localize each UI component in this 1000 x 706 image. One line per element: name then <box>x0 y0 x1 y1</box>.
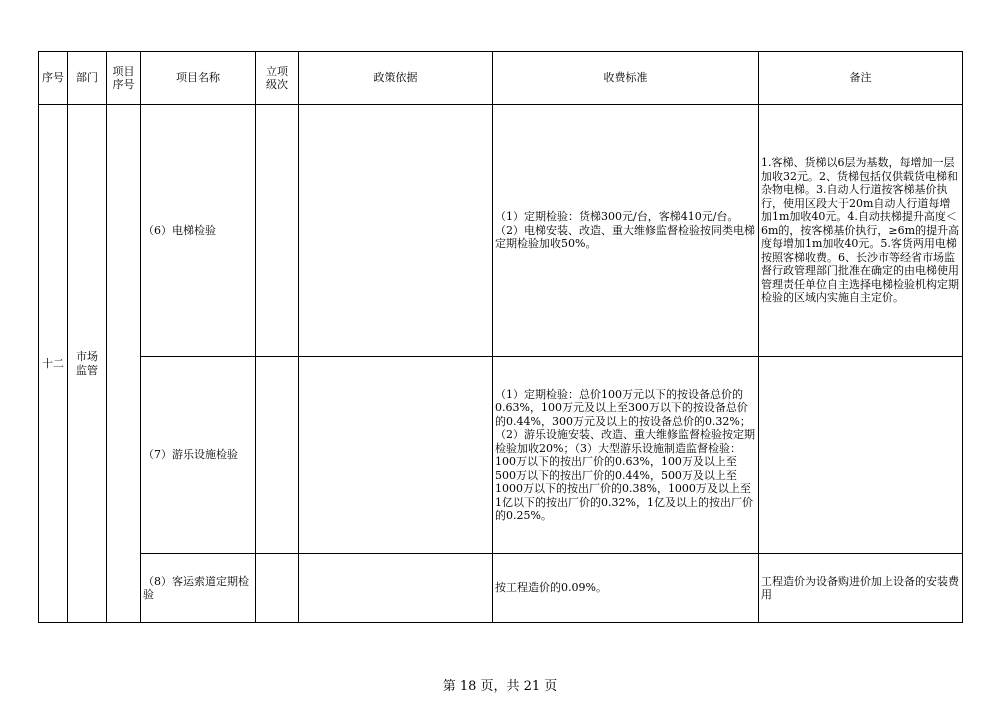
policy-cell <box>299 357 493 554</box>
header-item-name: 项目名称 <box>141 52 256 105</box>
level-cell <box>256 357 299 554</box>
item-seq-cell <box>107 105 141 623</box>
remarks-cell: 工程造价为设备购进价加上设备的安装费用 <box>759 554 963 623</box>
header-policy: 政策依据 <box>299 52 493 105</box>
policy-cell <box>299 554 493 623</box>
group-seq-cell: 十二 <box>39 105 68 623</box>
item-name-cell: （7）游乐设施检验 <box>141 357 256 554</box>
header-standard: 收费标准 <box>493 52 759 105</box>
item-name-cell: （6）电梯检验 <box>141 105 256 357</box>
policy-cell <box>299 105 493 357</box>
remarks-cell <box>759 357 963 554</box>
header-dept: 部门 <box>68 52 107 105</box>
table-row <box>39 357 963 554</box>
header-seq: 序号 <box>39 52 68 105</box>
header-row <box>39 52 963 105</box>
table-row <box>39 105 963 357</box>
level-cell <box>256 105 299 357</box>
group-dept-cell: 市场 监管 <box>68 105 107 623</box>
table-row <box>39 554 963 623</box>
header-item-seq: 项目 序号 <box>107 52 141 105</box>
standard-cell: 按工程造价的0.09%。 <box>493 554 759 623</box>
page-number: 第 18 页，共 21 页 <box>442 679 558 694</box>
header-remarks: 备注 <box>759 52 963 105</box>
fee-table <box>38 51 963 623</box>
item-name-cell: （8）客运索道定期检验 <box>141 554 256 623</box>
standard-cell: （1）定期检验：总价100万元以下的按设备总价的0.63%，100万元及以上至300万以下的按设备总价的0.44%，300万元及以上的按设备总价的0.32%； （2）游乐设施安装、改造、重大维修监督检验按定期检验加收20%；（3）大型游乐设施制造监督检验：100万以下的按出厂价的0.63%，100万及以上至500万以下的按出厂价的0.44%，500万及以上至1000万以下的按出厂价的0.38%，1000万及以上至1亿以下的按出厂价的0.32%，1亿及以上的按出厂价的0.25%。 <box>493 357 759 554</box>
remarks-cell: 1.客梯、货梯以6层为基数，每增加一层加收32元。2、货梯包括仅供载货电梯和杂物电梯。3.自动人行道按客梯基价执行，使用区段大于20m自动人行道每增加1m加收40元。4.自动扶梯提升高度＜6m的，按客梯基价执行，≥6m的提升高度每增加1m加收40元。5.客货两用电梯按照客梯收费。6、长沙市等经省市场监督行政管理部门批准在确定的由电梯使用管理责任单位自主选择电梯检验机构定期检验的区域内实施自主定价。 <box>759 105 963 357</box>
standard-cell: （1）定期检验：货梯300元/台，客梯410元/台。 （2）电梯安装、改造、重大维修监督检验按同类电梯定期检验加收50%。 <box>493 105 759 357</box>
level-cell <box>256 554 299 623</box>
header-level: 立项 级次 <box>256 52 299 105</box>
